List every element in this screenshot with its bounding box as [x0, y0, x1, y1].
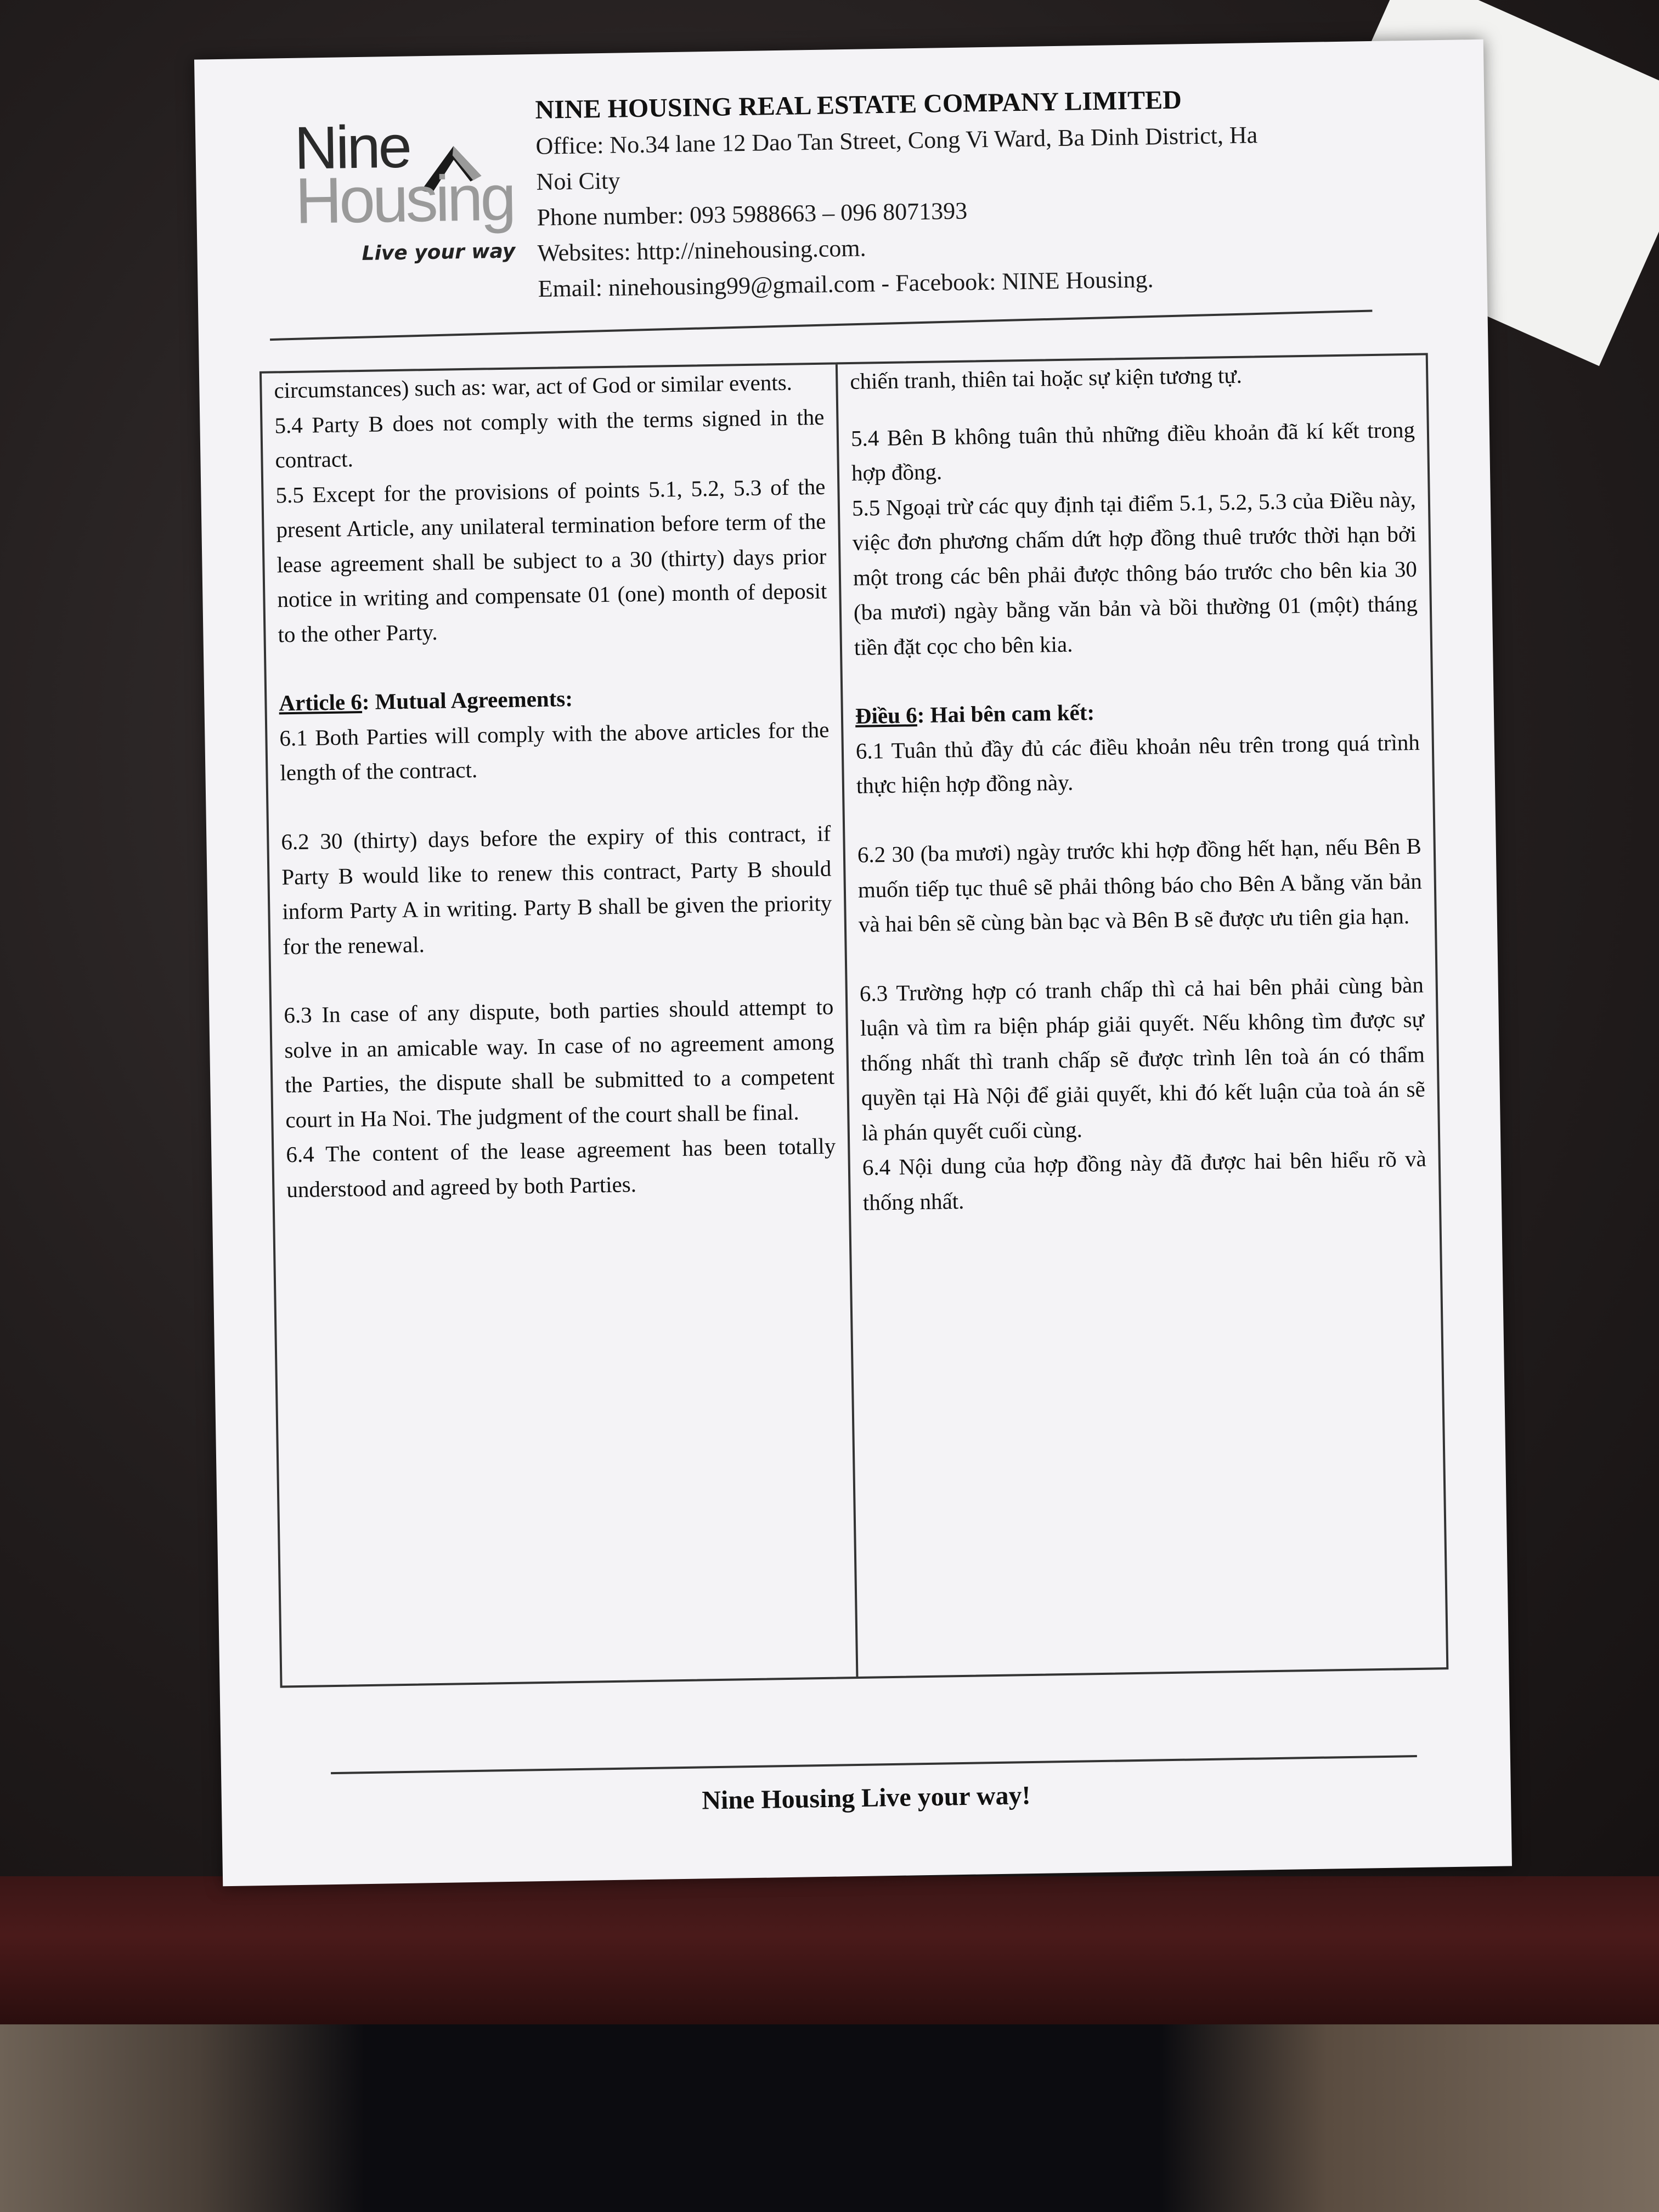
bilingual-table: [259, 353, 1448, 1688]
header-divider: [270, 309, 1372, 341]
contract-page: [194, 40, 1512, 1887]
company-header: [535, 78, 1443, 307]
clause-5-5-en: 5.5 Except for the provisions of points 5.1, 5.2, 5.3 of the present Article, any unilateral termination before term of the lease agreement shall be subject to a 30 (thirty) days prior notice in writing and compensate 01 (one) month of deposit to the other Party.: [275, 473, 827, 647]
logo-tagline: Live your way: [362, 240, 516, 265]
floor: [0, 2024, 1659, 2212]
clause-5-5-vi: 5.5 Ngoại trừ các quy định tại điểm 5.1, 5.2, 5.3 của Điều này, việc đơn phương chấm dứt hợp đồng thuê trước thời hạn bởi một trong các bên phải được thông báo trước cho bên kia 30 (ba mươi) ngày bằng văn bản và bồi thường 01 (một) tháng tiền đặt cọc cho bên kia.: [851, 486, 1418, 660]
office-address-cont: Noi City: [536, 167, 620, 195]
company-name: NINE HOUSING REAL ESTATE COMPANY LIMITED: [535, 85, 1182, 125]
logo-nine: Nine: [294, 112, 410, 182]
article-6-title-vi: : Hai bên cam kết:: [917, 699, 1095, 728]
logo-housing: Housing: [295, 161, 514, 238]
clause-6-4-en: 6.4 The content of the lease agreement has been totally understood and agreed by both Parties.: [286, 1133, 836, 1203]
clause-6-2-en: 6.2 30 (thirty) days before the expiry of this contract, if Party B would like to renew this contract, Party B should inform Party A in writing. Party B shall be given the priority for the renewal.: [281, 820, 832, 959]
clause-5-4-en: 5.4 Party B does not comply with the terms signed in the contract.: [274, 404, 825, 473]
clause-continuation-vi: chiến tranh, thiên tai hoặc sự kiện tương tự.: [849, 362, 1243, 394]
clause-6-4-vi: 6.4 Nội dung của hợp đồng này đã được hai bên hiểu rõ và thống nhất.: [862, 1146, 1427, 1215]
clause-6-2-vi: 6.2 30 (ba mươi) ngày trước khi hợp đồng hết hạn, nếu Bên B muốn tiếp tục thuê sẽ phải thông báo cho Bên A bằng văn bản và hai bên sẽ cùng bàn bạc và Bên B sẽ được ưu tiên gia hạn.: [857, 833, 1423, 937]
article-6-label-vi: Điều 6: [855, 702, 918, 729]
office-address: Office: No.34 lane 12 Dao Tan Street, Cong Vi Ward, Ba Dinh District, Ha: [535, 121, 1258, 160]
website: Websites: http://ninehousing.com.: [537, 234, 866, 267]
clause-6-3-en: 6.3 In case of any dispute, both parties should attempt to solve in an amicable way. In case of no agreement among the Parties, the dispute shall be submitted to a competent court in Ha Noi. The judgment of the court shall be final.: [284, 994, 835, 1133]
email: Email: ninehousing99@gmail.com - Facebook: NINE Housing.: [538, 266, 1154, 303]
clause-6-1-vi: 6.1 Tuân thủ đầy đủ các điều khoản nêu trên trong quá trình thực hiện hợp đồng này.: [855, 729, 1420, 799]
footer-divider: [331, 1755, 1417, 1774]
clause-6-1-en: 6.1 Both Parties will comply with the above articles for the length of the contract.: [279, 716, 830, 786]
clause-5-4-vi: 5.4 Bên B không tuân thủ những điều khoản đã kí kết trong hợp đồng.: [850, 416, 1415, 486]
phone-number: Phone number: 093 5988663 – 096 8071393: [537, 197, 968, 231]
desk-edge: [0, 1876, 1659, 2024]
english-column: [262, 364, 858, 1685]
article-6-label-en: Article 6: [279, 689, 363, 716]
company-logo: [294, 112, 527, 283]
footer-slogan: Nine Housing Live your way!: [701, 1781, 1031, 1815]
clause-6-3-vi: 6.3 Trường hợp có tranh chấp thì cả hai bên phải cùng bàn luận và tìm ra biện pháp giải quyết. Nếu không tìm được sự thống nhất thì tranh chấp sẽ được trình lên toà án có thẩm quyền tại Hà Nội để giải quyết, khi đó kết luận của toà án sẽ là phán quyết cuối cùng.: [859, 972, 1426, 1146]
clause-continuation-en: circumstances) such as: war, act of God or similar events.: [274, 369, 793, 403]
article-6-title-en: : Mutual Agreements:: [362, 686, 573, 715]
vietnamese-column: [838, 355, 1446, 1677]
